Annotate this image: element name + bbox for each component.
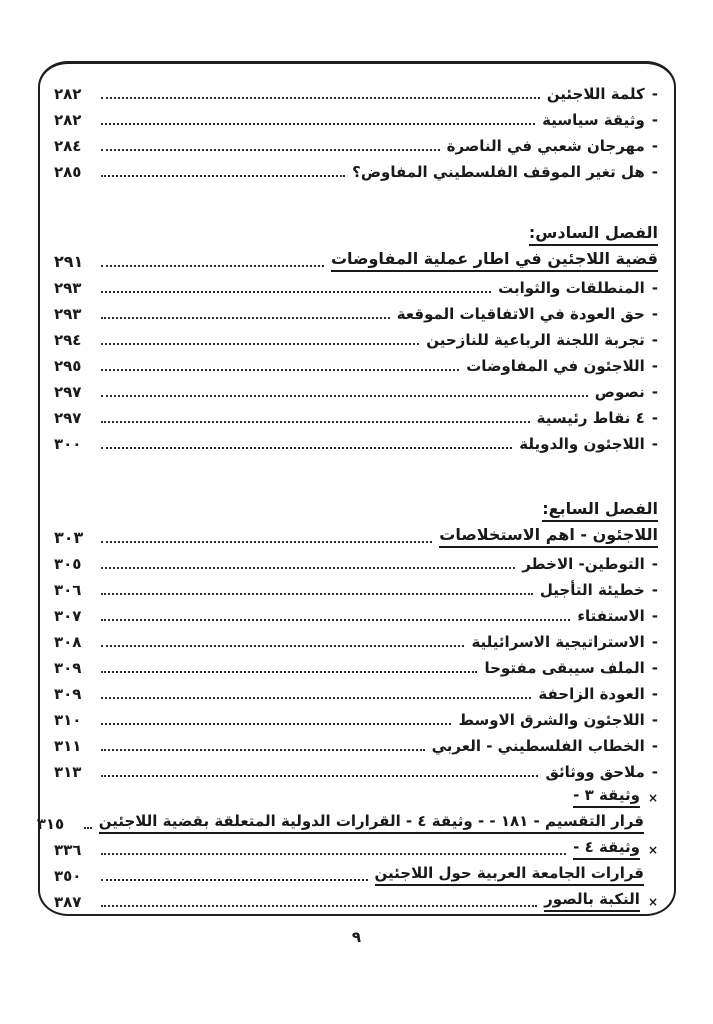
entry-page-number: ٣٠٠ (54, 435, 82, 454)
entry-title: الخطاب الفلسطيني - العربي (431, 737, 645, 756)
chapter-heading (54, 220, 658, 246)
entry-title: ملاحق ووثائق (545, 763, 645, 782)
dotted-leader (84, 827, 92, 829)
entry-title: العودة الزاحفة (538, 685, 645, 704)
toc-entry (54, 78, 658, 104)
entry-page-number: ٣٠٦ (54, 581, 82, 600)
entry-title: وثيقة ٣ - (573, 786, 640, 808)
entry-title: اللاجئون والدويلة (519, 435, 645, 454)
dotted-leader (101, 395, 588, 397)
dotted-leader (101, 291, 491, 293)
dotted-leader (101, 97, 540, 99)
chapter-title-entry (54, 246, 658, 272)
toc-entry (54, 428, 658, 454)
entry-page-number: ٣٠٣ (54, 528, 84, 547)
document-entry (54, 886, 658, 912)
toc-frame (38, 61, 676, 916)
entry-title: قرارات الجامعة العربية حول اللاجئين (375, 864, 644, 886)
dotted-leader (101, 447, 512, 449)
entry-title: نصوص (594, 383, 645, 402)
chapter-heading-label: الفصل السابع: (542, 499, 658, 522)
toc-entry (54, 104, 658, 130)
entry-page-number: ٢٩٣ (54, 279, 82, 298)
entry-page-number: ٣٠٩ (54, 685, 82, 704)
entry-page-number: ٢٩٧ (54, 409, 82, 428)
entry-page-number: ٣١٠ (54, 711, 82, 730)
dotted-leader (101, 369, 459, 371)
toc-entry (54, 376, 658, 402)
dash-marker: - (651, 737, 658, 756)
toc-entry (54, 298, 658, 324)
chapter-heading (54, 496, 658, 522)
dotted-leader (101, 567, 515, 569)
dash-marker: - (651, 607, 658, 626)
toc-entry (54, 730, 658, 756)
dotted-leader (101, 879, 368, 881)
toc-entry (54, 156, 658, 182)
chapter-heading-label: الفصل السادس: (529, 223, 658, 246)
entry-page-number: ٣١١ (54, 737, 82, 756)
chapter-title-entry (54, 522, 658, 548)
entry-page-number: ٢٩١ (54, 252, 84, 271)
entry-title: النكبة بالصور (544, 890, 640, 912)
dotted-leader (101, 905, 537, 907)
entry-title: التوطين- الاخطر (522, 555, 645, 574)
dotted-leader (101, 853, 566, 855)
dotted-leader (101, 317, 390, 319)
entry-page-number: ٢٨٢ (54, 85, 82, 104)
toc-entry (54, 574, 658, 600)
entry-page-number: ٣١٣ (54, 763, 82, 782)
dotted-leader (101, 149, 440, 151)
entry-title: حق العودة في الاتفاقيات الموقعة (396, 305, 645, 324)
dotted-leader (101, 671, 477, 673)
dash-marker: - (651, 357, 658, 376)
entry-title: كلمة اللاجئين (546, 85, 645, 104)
dotted-leader (101, 421, 530, 423)
dotted-leader (101, 175, 345, 177)
entry-page-number: ٣٠٩ (54, 659, 82, 678)
toc-entry (54, 272, 658, 298)
dash-marker: - (651, 163, 658, 182)
entry-title: الاستراتيجية الاسرائيلية (471, 633, 645, 652)
dash-marker: - (651, 435, 658, 454)
dotted-leader (101, 775, 538, 777)
entry-title: اللاجئون في المفاوضات (466, 357, 645, 376)
toc-entry (54, 652, 658, 678)
dash-marker: - (651, 85, 658, 104)
dash-marker: - (651, 305, 658, 324)
entry-title: ٤ نقاط رئيسية (536, 409, 645, 428)
dash-marker: - (651, 383, 658, 402)
dash-marker: - (651, 711, 658, 730)
dotted-leader (101, 541, 432, 543)
dash-marker: - (651, 555, 658, 574)
dash-marker: - (651, 331, 658, 350)
entry-title: اللاجئون - اهم الاستخلاصات (439, 525, 658, 548)
entry-title: تجربة اللجنة الرباعية للنازحين (426, 331, 645, 350)
dotted-leader (101, 593, 533, 595)
toc-entry (54, 548, 658, 574)
dash-marker: - (651, 659, 658, 678)
entry-title: خطيئة التأجيل (539, 581, 645, 600)
x-marker: × (647, 843, 658, 857)
entry-page-number: ٣٠٧ (54, 607, 82, 626)
dash-marker: - (651, 763, 658, 782)
toc-entry (54, 756, 658, 782)
dotted-leader (101, 265, 324, 267)
dotted-leader (101, 645, 464, 647)
entry-title: هل تغير الموقف الفلسطيني المفاوض؟ (352, 163, 645, 182)
entry-page-number: ٣٠٨ (54, 633, 82, 652)
x-marker: × (647, 895, 658, 909)
entry-title: وثيقة سياسية (542, 111, 645, 130)
dash-marker: - (651, 279, 658, 298)
entry-title: قضية اللاجئين في اطار عملية المفاوضات (331, 249, 658, 272)
entry-page-number: ٢٨٤ (54, 137, 82, 156)
dash-marker: - (651, 111, 658, 130)
toc-entry (54, 704, 658, 730)
x-marker: × (647, 791, 658, 805)
entry-title: المنطلقات والثوابت (498, 279, 645, 298)
entry-page-number: ٢٩٣ (54, 305, 82, 324)
dotted-leader (101, 343, 419, 345)
entry-page-number: ٣٨٧ (54, 893, 82, 912)
document-entry (54, 834, 658, 860)
toc-entry (54, 324, 658, 350)
document-entry (54, 782, 658, 808)
dash-marker: - (651, 685, 658, 704)
dash-marker: - (651, 409, 658, 428)
page-number-footer: ٩ (351, 928, 362, 946)
toc-entry (54, 402, 658, 428)
entry-title: الملف سيبقى مفتوحا (484, 659, 645, 678)
dotted-leader (101, 697, 531, 699)
toc-entry (54, 130, 658, 156)
entry-page-number: ٢٩٧ (54, 383, 82, 402)
dotted-leader (101, 619, 570, 621)
entry-title: قرار التقسيم - ١٨١ - - وثيقة ٤ - القرارات الدولية المتعلقة بقضية اللاجئين (99, 812, 644, 834)
dash-marker: - (651, 137, 658, 156)
toc-entry (54, 350, 658, 376)
entry-title: وثيقة ٤ - (573, 838, 640, 860)
toc-entry (54, 600, 658, 626)
dash-marker: - (651, 581, 658, 600)
toc-entry (54, 678, 658, 704)
dash-marker: - (651, 633, 658, 652)
entry-page-number: ٣١٥ (36, 815, 65, 834)
entry-page-number: ٢٩٥ (54, 357, 82, 376)
dotted-leader (101, 749, 425, 751)
entry-page-number: ٢٩٤ (54, 331, 82, 350)
dotted-leader (101, 123, 535, 125)
entry-page-number: ٢٨٢ (54, 111, 82, 130)
entry-page-number: ٣٠٥ (54, 555, 82, 574)
entry-page-number: ٢٨٥ (54, 163, 82, 182)
entry-page-number: ٣٣٦ (54, 841, 82, 860)
entry-title: مهرجان شعبي في الناصرة (446, 137, 645, 156)
dotted-leader (101, 723, 451, 725)
entry-title: اللاجئون والشرق الاوسط (458, 711, 645, 730)
entry-title: الاستفتاء (577, 607, 645, 626)
entry-page-number: ٣٥٠ (54, 867, 82, 886)
document-entry-continuation (54, 860, 658, 886)
document-entry-continuation (36, 808, 658, 834)
toc-entry (54, 626, 658, 652)
